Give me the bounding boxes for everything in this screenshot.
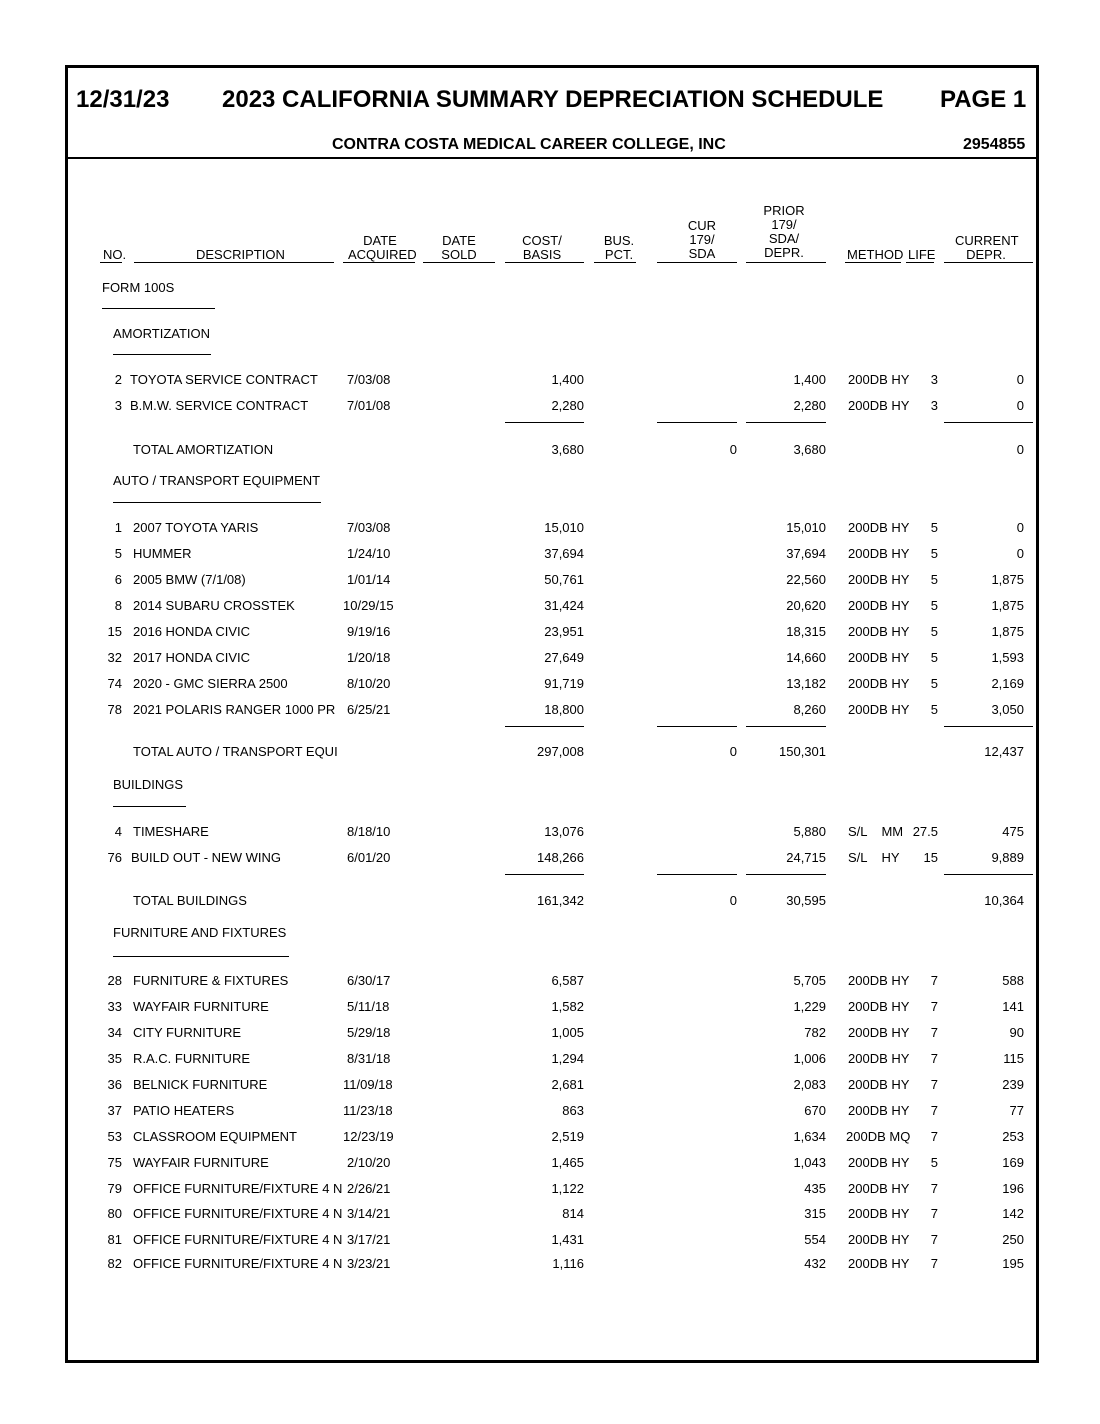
section-heading-underline (113, 806, 186, 807)
table-row: 36 BELNICK FURNITURE 11/09/18 2,681 2,083 200DB HY 7 239 (107, 1077, 1024, 1092)
subtotal-rule (746, 874, 826, 875)
table-row: 1 2007 TOYOTA YARIS 7/03/08 15,010 15,010 200DB HY 5 0 (114, 520, 1024, 535)
col-description: DESCRIPTION (196, 247, 285, 262)
form-label: FORM 100S (102, 280, 175, 295)
col-underline (134, 262, 334, 263)
table-row: 76 BUILD OUT - NEW WING 6/01/20 148,266 24,715 S/L HY 15 9,889 (107, 850, 1024, 865)
col-no: NO. (103, 247, 127, 262)
table-row: 2 TOYOTA SERVICE CONTRACT 7/03/08 1,400 1,400 200DB HY 3 0 (114, 372, 1024, 387)
company-name: CONTRA COSTA MEDICAL CAREER COLLEGE, INC (332, 136, 726, 153)
report-date: 12/31/23 (76, 86, 170, 113)
section-heading: FURNITURE AND FIXTURES (113, 925, 287, 940)
table-row: 32 2017 HONDA CIVIC 1/20/18 27,649 14,660 200DB HY 5 1,593 (107, 650, 1024, 665)
section-heading-underline (113, 956, 289, 957)
total-row: TOTAL AMORTIZATION 3,680 0 3,680 0 (133, 442, 1024, 457)
col-underline (343, 262, 415, 263)
table-row: 82 OFFICE FURNITURE/FIXTURE 4 N 3/23/21 1,116 432 200DB HY 7 195 (107, 1256, 1024, 1271)
col-life: LIFE (908, 247, 936, 262)
table-row: 33 WAYFAIR FURNITURE 5/11/18 1,582 1,229 200DB HY 7 141 (107, 999, 1024, 1014)
table-row: 6 2005 BMW (7/1/08) 1/01/14 50,761 22,560 200DB HY 5 1,875 (114, 572, 1024, 587)
col-underline (100, 262, 122, 263)
col-prior-179: PRIOR 179/ SDA/ DEPR. (763, 203, 805, 260)
subtotal-rule (657, 874, 737, 875)
table-row: 15 2016 HONDA CIVIC 9/19/16 23,951 18,315 200DB HY 5 1,875 (107, 624, 1024, 639)
table-row: 3 B.M.W. SERVICE CONTRACT 7/01/08 2,280 2,280 200DB HY 3 0 (114, 398, 1024, 413)
subtotal-rule (944, 422, 1033, 423)
col-current-depr: CURRENT DEPR. (955, 233, 1019, 262)
section-heading: AMORTIZATION (113, 326, 211, 341)
col-underline (906, 262, 934, 263)
company-id: 2954855 (963, 136, 1026, 153)
report-title: 2023 CALIFORNIA SUMMARY DEPRECIATION SCHEDULE (222, 86, 884, 113)
table-row: 79 OFFICE FURNITURE/FIXTURE 4 N 2/26/21 1,122 435 200DB HY 7 196 (107, 1181, 1024, 1196)
subtotal-rule (505, 874, 584, 875)
table-row: 81 OFFICE FURNITURE/FIXTURE 4 N 3/17/21 1,431 554 200DB HY 7 250 (107, 1232, 1024, 1247)
section-heading: AUTO / TRANSPORT EQUIPMENT (113, 473, 321, 488)
subtotal-rule (944, 726, 1033, 727)
subtotal-rule (505, 726, 584, 727)
col-cost-basis: COST/ BASIS (522, 233, 562, 262)
col-method: METHOD (847, 247, 904, 262)
table-row: 80 OFFICE FURNITURE/FIXTURE 4 N 3/14/21 814 315 200DB HY 7 142 (107, 1206, 1024, 1221)
table-row: 37 PATIO HEATERS 11/23/18 863 670 200DB HY 7 77 (107, 1103, 1024, 1118)
subtotal-rule (657, 726, 737, 727)
header-divider (68, 157, 1036, 159)
table-row: 28 FURNITURE & FIXTURES 6/30/17 6,587 5,705 200DB HY 7 588 (107, 973, 1024, 988)
table-row: 75 WAYFAIR FURNITURE 2/10/20 1,465 1,043 200DB HY 5 169 (107, 1155, 1024, 1170)
col-underline (594, 262, 636, 263)
col-underline (845, 262, 901, 263)
table-row: 34 CITY FURNITURE 5/29/18 1,005 782 200DB HY 7 90 (107, 1025, 1024, 1040)
table-row: 8 2014 SUBARU CROSSTEK 10/29/15 31,424 20,620 200DB HY 5 1,875 (114, 598, 1024, 613)
section-heading-underline (113, 502, 321, 503)
section-heading-underline (113, 354, 211, 355)
subtotal-rule (746, 422, 826, 423)
table-row: 74 2020 - GMC SIERRA 2500 8/10/20 91,719 13,182 200DB HY 5 2,169 (107, 676, 1024, 691)
col-underline (746, 262, 826, 263)
table-row: 5 HUMMER 1/24/10 37,694 37,694 200DB HY 5 0 (114, 546, 1024, 561)
subtotal-rule (657, 422, 737, 423)
subtotal-rule (505, 422, 584, 423)
table-row: 4 TIMESHARE 8/18/10 13,076 5,880 S/L MM 27.5 475 (114, 824, 1024, 839)
section-heading: BUILDINGS (113, 777, 184, 792)
page-number: PAGE 1 (940, 86, 1027, 113)
subtotal-rule (746, 726, 826, 727)
col-date-acquired: DATE ACQUIRED (348, 233, 417, 262)
table-row: 35 R.A.C. FURNITURE 8/31/18 1,294 1,006 200DB HY 7 115 (107, 1051, 1024, 1066)
col-cur-179: CUR 179/ SDA (687, 218, 717, 261)
table-row: 78 2021 POLARIS RANGER 1000 PR 6/25/21 18,800 8,260 200DB HY 5 3,050 (107, 702, 1024, 717)
subtotal-rule (944, 874, 1033, 875)
form-label-underline (102, 308, 215, 309)
col-underline (944, 262, 1033, 263)
col-underline (423, 262, 495, 263)
total-row: TOTAL AUTO / TRANSPORT EQUI 297,008 0 150,301 12,437 (133, 744, 1024, 759)
col-bus-pct: BUS. PCT. (603, 233, 635, 262)
col-underline (505, 262, 584, 263)
total-row: TOTAL BUILDINGS 161,342 0 30,595 10,364 (133, 893, 1024, 908)
col-date-sold: DATE SOLD (441, 233, 477, 262)
col-underline (657, 262, 737, 263)
table-row: 53 CLASSROOM EQUIPMENT 12/23/19 2,519 1,634 200DB MQ 7 253 (107, 1129, 1024, 1144)
